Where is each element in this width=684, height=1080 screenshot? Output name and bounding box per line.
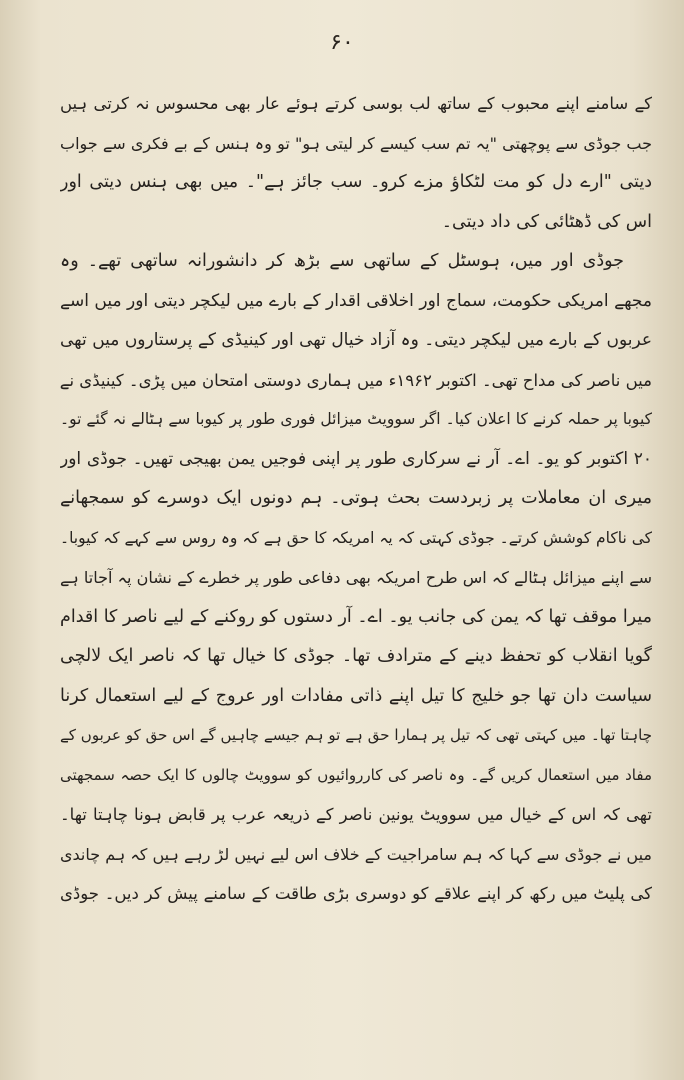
text-line: کے سامنے اپنے محبوب کے ساتھ لب بوسی کرتے ہوئے عار بھی محسوس نہ کرتی ہیں <box>60 94 652 113</box>
paragraph-start-line: جوڈی اور میں، ہوسٹل کے ساتھی سے بڑھ کر دانشورانہ ساتھی تھے۔ وہ <box>60 251 624 271</box>
text-line: سے اپنے میزائل ہٹالے کہ اس طرح امریکہ بھی دفاعی طور پر خطرے کے نشان پہ آجاتا ہے <box>60 568 652 587</box>
text-line: میں نے جوڈی سے کہا کہ ہم سامراجیت کے خلاف اس لیے نہیں لڑ رہے ہیں کہ ہم چاندی <box>60 844 652 864</box>
text-line: میری ان معاملات پر زبردست بحث ہوتی۔ ہم دونوں ایک دوسرے کو سمجھانے <box>60 488 652 508</box>
page-number: ۶۰ <box>330 30 354 55</box>
body-text <box>60 84 652 914</box>
text-line: دیتی "ارے دل کو مت لٹکاؤ مزے کرو۔ سب جائز ہے"۔ میں بھی ہنس دیتی اور <box>60 172 652 192</box>
text-line: جب جوڈی سے پوچھتی "یہ تم سب کیسے کر لیتی ہو" تو وہ ہنس کے بے فکری سے جواب <box>60 133 652 153</box>
text-line: میرا موقف تھا کہ یمن کی جانب یو۔ اے۔ آر دستوں کو روکنے کے لیے ناصر کا اقدام <box>60 606 652 627</box>
text-line: مفاد میں استعمال کریں گے۔ وہ ناصر کی کارروائیوں کو سوویٹ چالوں کا ایک حصہ سمجھتی <box>60 765 652 784</box>
text-line: مجھے امریکی حکومت، سماج اور اخلاقی اقدار کے بارے میں لیکچر دیتی اور میں اسے <box>60 290 652 311</box>
text-line: کی ناکام کوشش کرتے۔ جوڈی کہتی کہ یہ امریکہ کا حق ہے کہ وہ روس سے کہے کہ کیوبا۔ <box>60 528 652 547</box>
text-line: عربوں کے بارے میں لیکچر دیتی۔ وہ آزاد خیال تھی اور کینیڈی کے پرستاروں میں تھی <box>60 330 652 350</box>
text-line: تھی کہ اس کے خیال میں سوویٹ یونین ناصر کے ذریعہ عرب پر قابض ہونا چاہتا تھا۔ <box>60 805 652 824</box>
text-line: گویا انقلاب کو تحفظ دینے کے مترادف تھا۔ جوڈی کا خیال تھا کہ ناصر ایک لالچی <box>60 646 652 666</box>
text-line: میں ناصر کی مداح تھی۔ اکتوبر ۱۹۶۲ء میں ہماری دوستی امتحان میں پڑی۔ کینیڈی نے <box>60 370 652 390</box>
text-line: اس کی ڈھٹائی کی داد دیتی۔ <box>441 211 652 232</box>
text-line: کیوبا پر حملہ کرنے کا اعلان کیا۔ اگر سوویٹ میزائل فوری طور پر کیوبا سے ہٹالے نہ گئے تو۔ <box>60 410 652 428</box>
text-line: کی پلیٹ میں رکھ کر اپنے علاقے کو دوسری بڑی طاقت کے سامنے پیش کر دیں۔ جوڈی <box>60 884 652 903</box>
text-line: سیاست دان تھا جو خلیج کا تیل اپنے ذاتی مفادات اور عروج کے لیے استعمال کرنا <box>60 685 652 706</box>
text-line: چاہتا تھا۔ میں کہتی تھی کہ تیل پر ہمارا حق ہے تو ہم جیسے چاہیں گے اس حق کو عربوں کے <box>60 726 652 744</box>
text-line: ۲۰ اکتوبر کو یو۔ اے۔ آر نے سرکاری طور پر اپنی فوجیں یمن بھیجی تھیں۔ جوڈی اور <box>60 448 652 469</box>
